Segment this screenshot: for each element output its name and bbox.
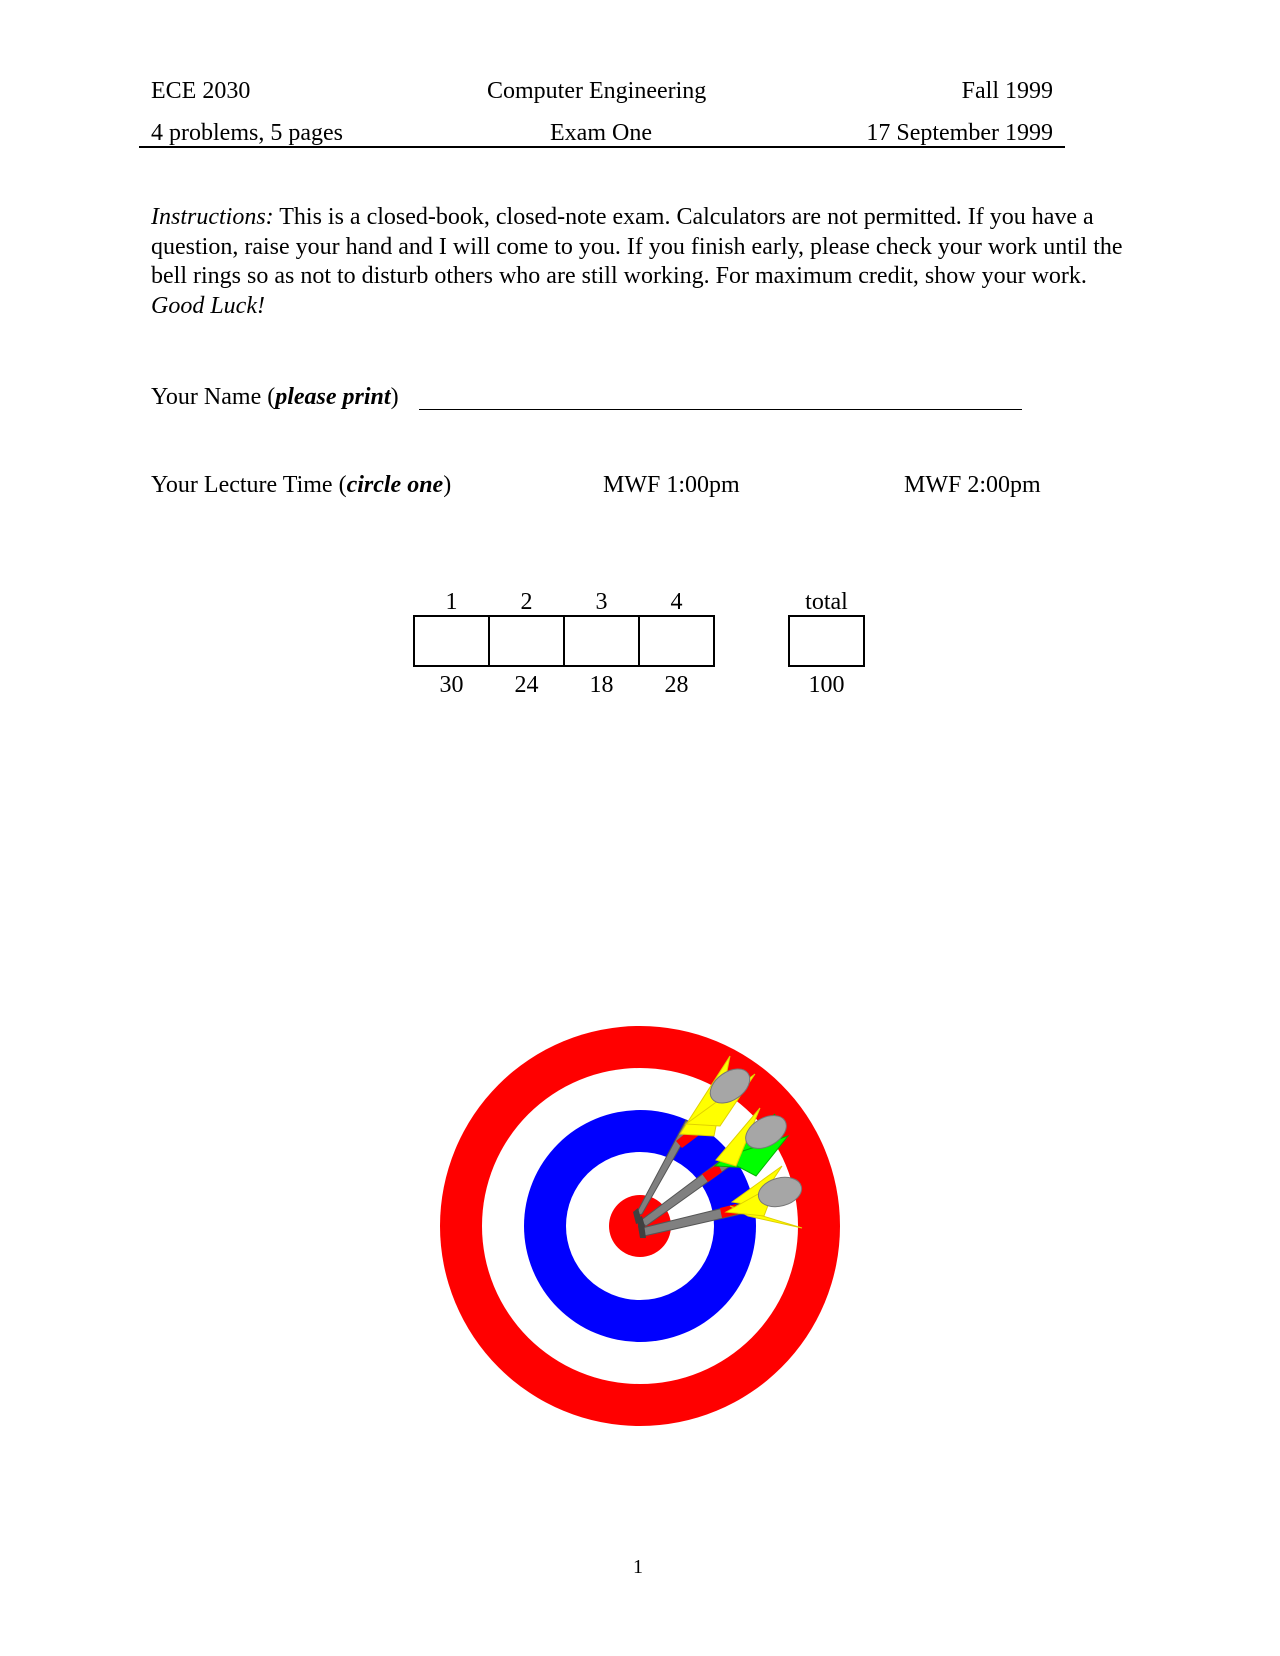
- lecture-label-close: ): [443, 472, 452, 498]
- lecture-label-hint: circle one: [346, 472, 444, 498]
- name-label-hint: please print: [275, 384, 391, 410]
- term: Fall 1999: [961, 78, 1053, 104]
- total-points: 100: [808, 672, 845, 698]
- name-label-text: Your Name (: [151, 384, 276, 410]
- lecture-option-2pm[interactable]: MWF 2:00pm: [904, 472, 1041, 498]
- page-number: 1: [633, 1556, 643, 1578]
- name-input-line[interactable]: [419, 409, 1022, 410]
- total-label: total: [805, 589, 848, 615]
- problem-number: 2: [520, 589, 533, 615]
- lecture-time-label: [151, 471, 451, 499]
- problem-number: 3: [595, 589, 608, 615]
- score-box-2[interactable]: [488, 615, 565, 667]
- score-box-3[interactable]: [563, 615, 640, 667]
- exam-title: Exam One: [550, 120, 652, 146]
- lecture-label-text: Your Lecture Time (: [151, 472, 347, 498]
- score-box-1[interactable]: [413, 615, 490, 667]
- problem-points: 24: [514, 672, 539, 698]
- dartboard-icon: [430, 1016, 850, 1436]
- instructions-label: Instructions:: [151, 204, 274, 230]
- header-rule: [139, 146, 1065, 148]
- problem-number: 4: [670, 589, 683, 615]
- exam-date: 17 September 1999: [866, 120, 1053, 146]
- good-luck: Good Luck!: [151, 292, 265, 319]
- name-field-label: [151, 383, 399, 411]
- course-code: ECE 2030: [151, 78, 251, 104]
- name-label-close: ): [390, 384, 399, 410]
- instructions-paragraph: [151, 203, 1141, 321]
- lecture-option-1pm[interactable]: MWF 1:00pm: [603, 472, 740, 498]
- problem-points: 30: [439, 672, 464, 698]
- problem-page-count: 4 problems, 5 pages: [151, 120, 343, 146]
- instructions-body: This is a closed-book, closed-note exam. Calculators are not permitted. If you have a question, raise your hand and I will come to you. If you finish early, please check your work until the bell rings so as not to disturb others who are still working. For maximum credit, show your work.: [151, 204, 1123, 289]
- problem-number: 1: [445, 589, 458, 615]
- score-box-4[interactable]: [638, 615, 715, 667]
- score-box-total[interactable]: [788, 615, 865, 667]
- department: Computer Engineering: [487, 78, 707, 104]
- problem-points: 28: [664, 672, 689, 698]
- problem-points: 18: [589, 672, 614, 698]
